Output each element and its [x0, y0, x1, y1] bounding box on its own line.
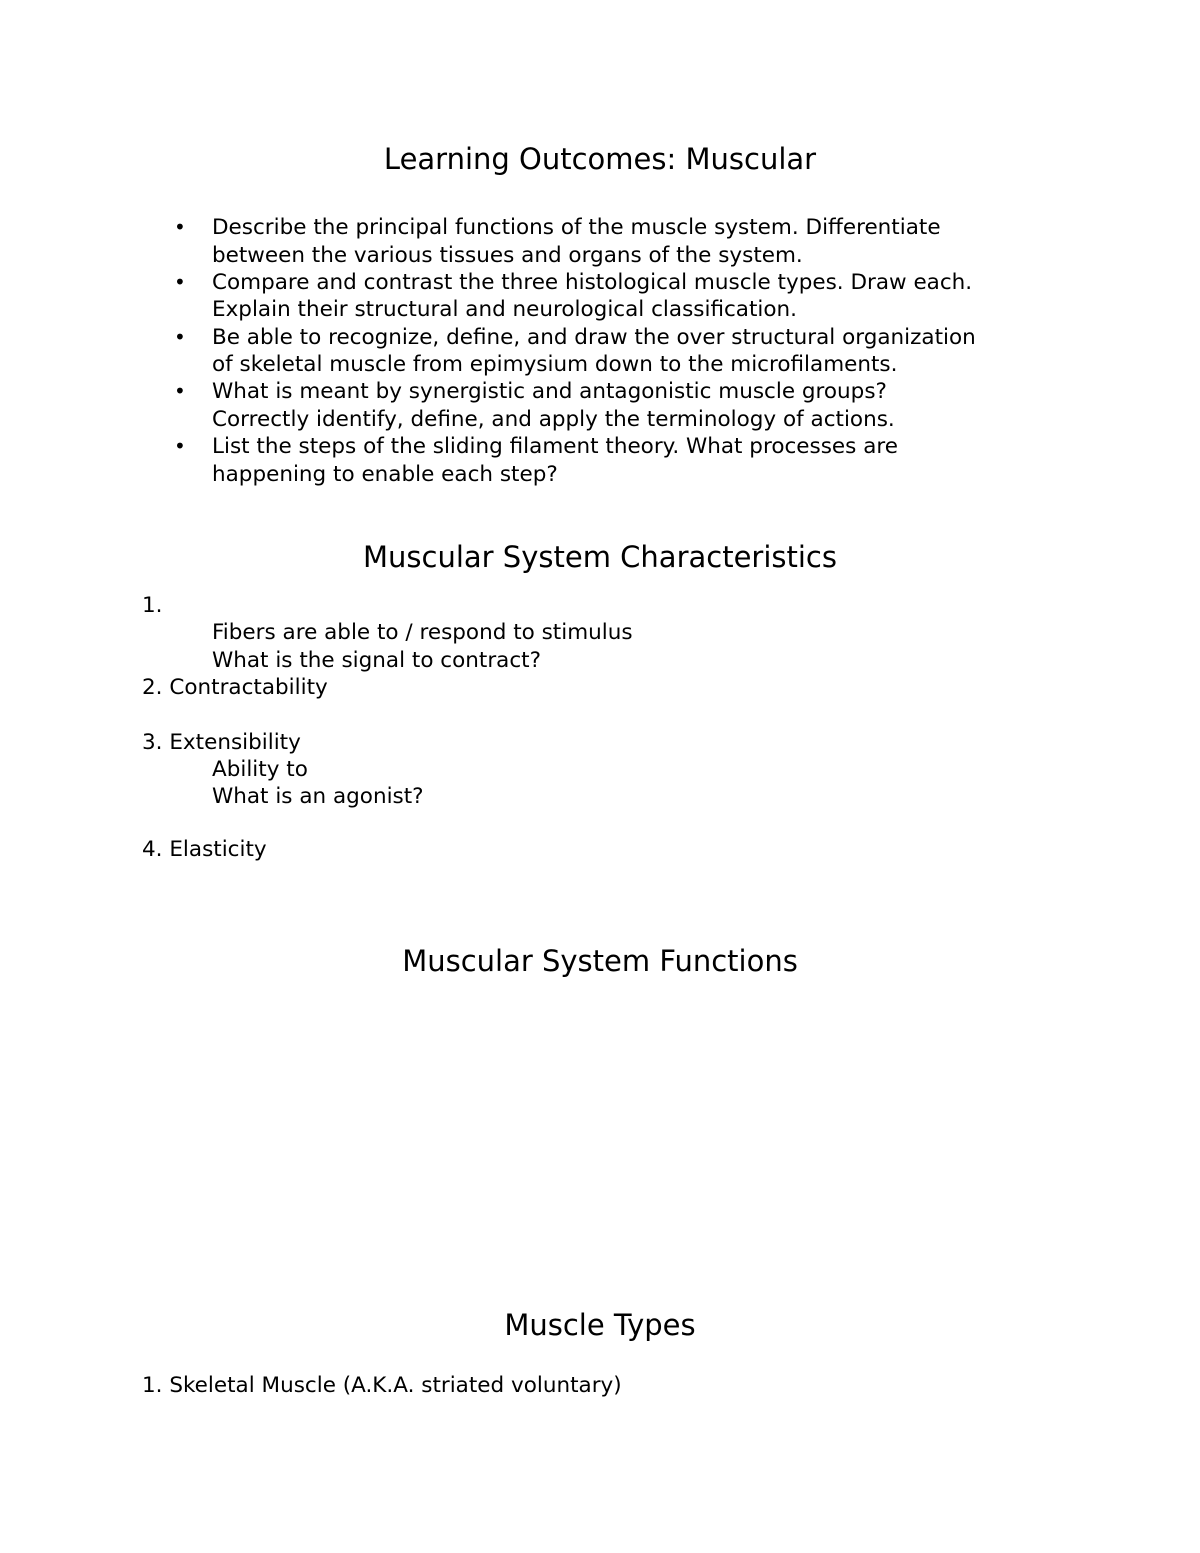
characteristic-1-number: 1. — [142, 593, 163, 618]
characteristic-3-sub-1: Ability to — [212, 757, 308, 782]
outcome-1-line-1: Describe the principal functions of the muscle system. Differentiate — [212, 215, 941, 240]
outcome-3-line-2: of skeletal muscle from epimysium down to the microfilaments. — [212, 352, 898, 377]
outcome-2-line-2: Explain their structural and neurological classification. — [212, 297, 798, 322]
characteristic-4: 4. Elasticity — [142, 837, 267, 862]
functions-title: Muscular System Functions — [402, 944, 798, 978]
outcome-5-line-1: List the steps of the sliding filament theory. What processes are — [212, 434, 898, 459]
characteristic-3: 3. Extensibility — [142, 730, 301, 755]
muscle-types-title: Muscle Types — [504, 1308, 696, 1342]
outcome-2-line-1: Compare and contrast the three histological muscle types. Draw each. — [212, 270, 973, 295]
muscle-type-1: 1. Skeletal Muscle (A.K.A. striated voluntary) — [142, 1373, 622, 1398]
bullet-icon: • — [174, 434, 186, 458]
characteristics-title: Muscular System Characteristics — [363, 540, 837, 574]
outcome-3-line-1: Be able to recognize, define, and draw the over structural organization — [212, 325, 976, 350]
outcome-4-line-1: What is meant by synergistic and antagonistic muscle groups? — [212, 379, 887, 404]
characteristic-1-sub-2: What is the signal to contract? — [212, 648, 542, 673]
characteristic-3-sub-2: What is an agonist? — [212, 784, 424, 809]
bullet-icon: • — [174, 270, 186, 294]
outcome-1-line-2: between the various tissues and organs of the system. — [212, 243, 803, 268]
bullet-icon: • — [174, 215, 186, 239]
learning-outcomes-title: Learning Outcomes: Muscular — [383, 142, 817, 176]
bullet-icon: • — [174, 325, 186, 349]
characteristic-2: 2. Contractability — [142, 675, 328, 700]
bullet-icon: • — [174, 379, 186, 403]
outcome-4-line-2: Correctly identify, define, and apply the terminology of actions. — [212, 407, 895, 432]
characteristic-1-sub-1: Fibers are able to / respond to stimulus — [212, 620, 633, 645]
outcome-5-line-2: happening to enable each step? — [212, 462, 558, 487]
